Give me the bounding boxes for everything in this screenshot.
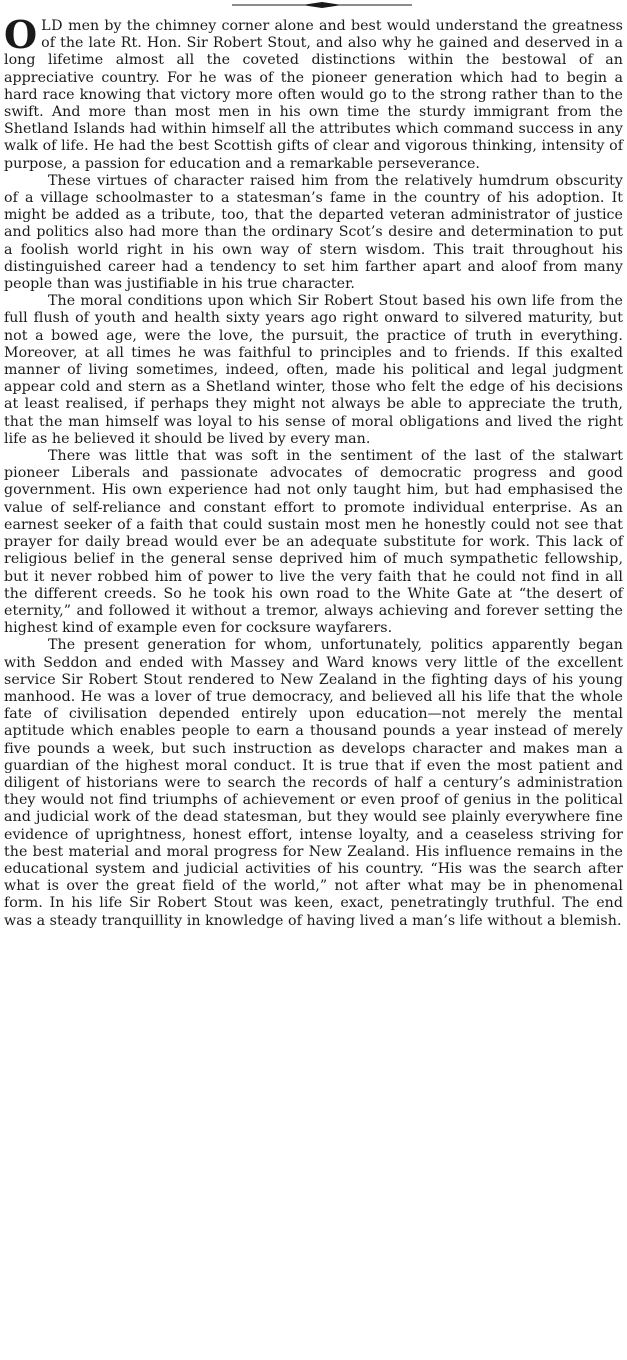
paragraph-text: men by the chimney corner alone and best would understand the greatness of the late Rt. Hon. Sir Robert Stout, and also why he gained and deserved in a long lifetime almost all the coveted distinctions within the bestowal of an appreciative country. For he was of the pioneer generation which had to begin a hard race knowing that victory more often would go to the strong rather than to the swift. And more than most men in his own time the sturdy immigrant from the Shetland Islands had within himself all the attributes which command success in any walk of life. He had the best Scottish gifts of clear and vigorous thinking, intensity of purpose, a passion for education and a remarkable perseverance. bbox=[4, 18, 623, 172]
obituary-article bbox=[4, 12, 623, 930]
drop-cap: O bbox=[4, 12, 38, 57]
decorative-rule bbox=[232, 2, 412, 10]
article-paragraph-4: There was little that was soft in the sentiment of the last of the stalwart pioneer Liberals and passionate advocates of democratic progress and good government. His own experience had not only taught him, but had emphasised the value of self-reliance and constant effort to promote individual enterprise. As an earnest seeker of a faith that could sustain most men he honestly could not see that prayer for daily bread would ever be an adequate substitute for work. This lack of religious belief in the general sense deprived him of much sympathetic fellowship, but it never robbed him of power to live the very faith that he could not find in all the different creeds. So he took his own road to the White Gate at “the desert of eternity,” and followed it without a tremor, always achieving and forever setting the highest kind of example even for cocksure wayfarers. bbox=[4, 448, 623, 637]
article-paragraph-5: The present generation for whom, unfortunately, politics apparently began with Seddon and ended with Massey and Ward knows very little of the excellent service Sir Robert Stout rendered to New Zealand in the fighting days of his young manhood. He was a lover of true democracy, and believed all his life that the whole fate of civilisation depended entirely upon education—not merely the mental aptitude which enables people to earn a thousand pounds a year instead of merely five pounds a week, but such instruction as develops character and makes man a guardian of the highest moral conduct. It is true that if even the most patient and diligent of historians were to search the records of half a century’s administration they would not find triumphs of achievement or even proof of genius in the political and judicial work of the dead statesman, but they would see plainly everywhere fine evidence of uprightness, honest effort, intense loyalty, and a ceaseless striving for the best material and moral progress for New Zealand. His influence remains in the educational system and judicial activities of his country. “His was the search after what is over the great field of the world,” not after what may be in phenomenal form. In his life Sir Robert Stout was keen, exact, penetratingly truthful. The end was a steady tranquillity in knowledge of having lived a man’s life without a blemish. bbox=[4, 637, 623, 929]
article-paragraph-2: These virtues of character raised him from the relatively humdrum obscurity of a village schoolmaster to a statesman’s fame in the country of his adoption. It might be added as a tribute, too, that the departed veteran administrator of justice and politics also had more than the ordinary Scot’s desire and determination to put a foolish world right in his own way of stern wisdom. This trait throughout his distinguished career had a tendency to set him farther apart and aloof from many people than was justifiable in his true character. bbox=[4, 172, 623, 293]
article-paragraph-3: The moral conditions upon which Sir Robert Stout based his own life from the full flush of youth and health sixty years ago right onward to silvered maturity, but not a bowed age, were the love, the pursuit, the practice of truth in everything. Moreover, at all times he was faithful to principles and to friends. If this exalted manner of living sometimes, indeed, often, made his political and legal judgment appear cold and stern as a Shetland winter, those who felt the edge of his decisions at least realised, if perhaps they might not always be able to appreciate the truth, that the man himself was loyal to his sense of moral obligations and lived the right life as he believed it should be lived by every man. bbox=[4, 293, 623, 447]
article-paragraph-1 bbox=[4, 12, 623, 173]
lead-capitals: LD bbox=[41, 18, 63, 34]
